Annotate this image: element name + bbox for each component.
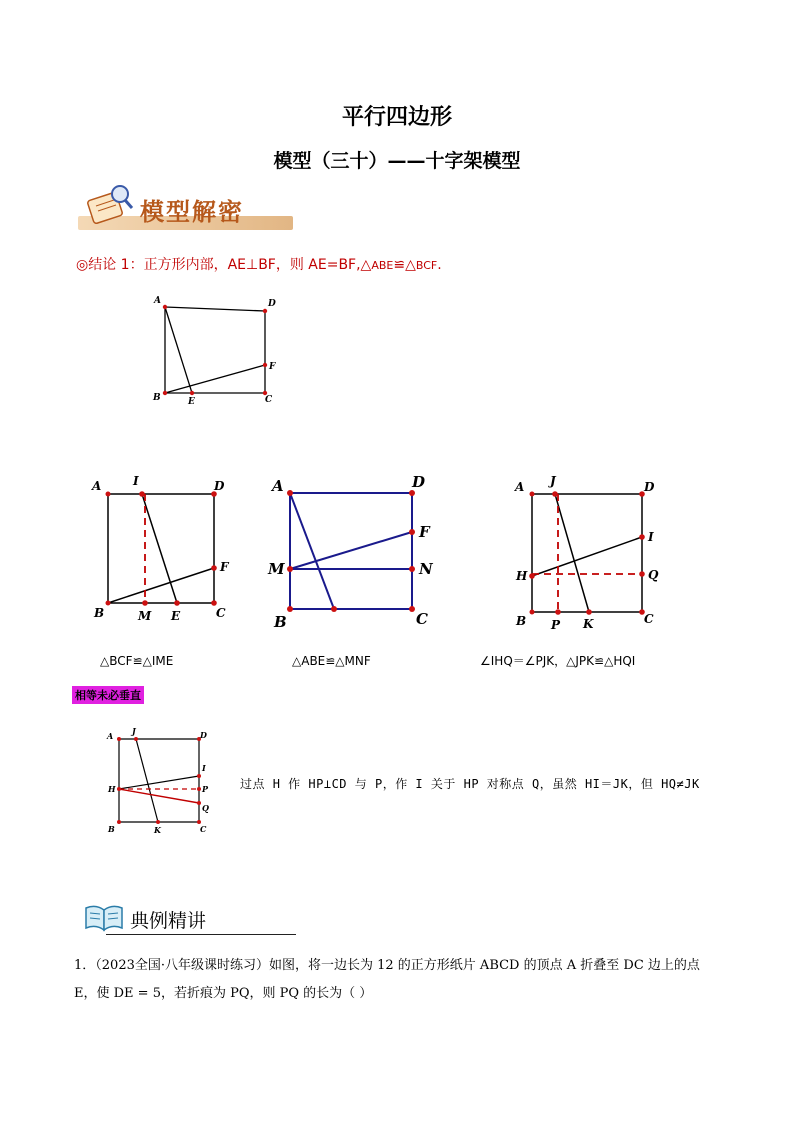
point-a <box>117 737 121 741</box>
point-d <box>263 309 267 313</box>
label-h: H <box>516 569 528 583</box>
caption-fig4: ∠IHQ＝∠PJK，△JPK≌△HQI <box>480 654 636 668</box>
label-n: N <box>419 560 433 578</box>
label-b: B <box>94 606 105 620</box>
square-abcd <box>532 494 642 612</box>
section-label-model: 模型解密 <box>140 197 244 226</box>
point-p <box>555 609 561 615</box>
segment-mf <box>290 532 412 569</box>
label-i: I <box>133 474 139 488</box>
label-c: C <box>416 610 428 628</box>
point-b <box>530 610 535 615</box>
point-p <box>197 787 201 791</box>
label-e: E <box>188 397 195 407</box>
point-f <box>263 363 267 367</box>
conclusion-suffix: . <box>437 257 442 273</box>
point-b <box>287 606 293 612</box>
label-a: A <box>154 296 161 306</box>
label-q: Q <box>648 568 659 582</box>
label-f: F <box>419 523 430 541</box>
segment-ae <box>290 493 334 609</box>
label-d: D <box>268 299 276 309</box>
label-b: B <box>108 824 115 834</box>
problem-line-2: E，使 DE = 5，若折痕为 PQ，则 PQ 的长为（ ） <box>74 986 373 1001</box>
label-q: Q <box>202 803 209 813</box>
conclusion-1 <box>76 254 442 274</box>
point-b <box>117 820 121 824</box>
point-f <box>211 565 217 571</box>
conclusion-mid: ≌△ <box>393 257 416 273</box>
point-k <box>156 820 160 824</box>
point-n <box>409 566 415 572</box>
segment-jk <box>136 739 158 822</box>
square-abcd <box>165 307 265 393</box>
point-m <box>142 600 148 606</box>
figure-square-5 <box>104 726 224 842</box>
point-i <box>197 774 201 778</box>
label-m: M <box>268 560 285 578</box>
segment-bf <box>165 365 265 393</box>
point-h <box>117 787 121 791</box>
section-banner-model <box>78 180 298 230</box>
problem-line-1: 1．（2023全国·八年级课时练习）如图，将一边长为 12 的正方形纸片 ABCD 的顶点 A 折叠至 DC 边上的点 <box>74 958 700 973</box>
label-h: H <box>108 784 116 794</box>
label-d: D <box>200 730 207 740</box>
label-a: A <box>107 731 114 741</box>
label-d: D <box>644 480 655 494</box>
segment-jk <box>555 494 589 612</box>
label-b: B <box>274 613 287 631</box>
conclusion-bcf: BCF <box>415 259 438 272</box>
point-f <box>409 529 415 535</box>
point-a <box>530 492 535 497</box>
figure-square-4 <box>478 470 688 670</box>
label-k: K <box>154 825 161 835</box>
point-k <box>586 609 592 615</box>
segment-hi <box>532 537 642 576</box>
label-a: A <box>272 477 284 495</box>
point-c <box>409 606 415 612</box>
point-i <box>139 491 145 497</box>
caption-fig3: △ABE≌△MNF <box>292 654 371 668</box>
equal-not-perpendicular-tag: 相等未必垂直 <box>72 686 144 704</box>
segment-hq <box>119 789 199 803</box>
square-abcd <box>119 739 199 822</box>
segment-bf <box>108 568 214 603</box>
section-banner-examples <box>76 896 296 940</box>
conclusion-prefix: ◎结论 1：正方形内部，AE⊥BF，则 AE=BF,△ <box>76 257 372 273</box>
label-e: E <box>171 609 181 623</box>
segment-ae <box>165 307 192 393</box>
label-c: C <box>216 606 226 620</box>
label-j: J <box>132 726 136 736</box>
label-b: B <box>153 393 161 403</box>
square-abcd <box>108 494 214 603</box>
label-f: F <box>269 362 276 372</box>
point-b <box>163 391 167 395</box>
label-p: P <box>202 784 209 794</box>
figure-square-2 <box>88 470 248 668</box>
caption-fig2: △BCF≌△IME <box>100 654 174 668</box>
point-c <box>211 600 217 606</box>
label-m: M <box>138 609 152 623</box>
point-i <box>639 534 645 540</box>
point-e <box>174 600 180 606</box>
label-c: C <box>200 824 207 834</box>
label-p: P <box>551 618 561 632</box>
figure-square-3 <box>266 470 446 668</box>
open-book-icon <box>82 898 126 934</box>
page-title: 平行四边形 <box>341 105 452 130</box>
magnifier-notebook-icon <box>86 182 136 224</box>
conclusion-abe: ABE <box>371 259 394 272</box>
point-h <box>529 573 535 579</box>
point-j <box>134 737 138 741</box>
label-a: A <box>515 480 525 494</box>
point-e <box>331 606 337 612</box>
label-i: I <box>648 530 654 544</box>
point-b <box>106 601 111 606</box>
problem-1 <box>74 952 734 1008</box>
point-j <box>552 491 558 497</box>
label-c: C <box>265 395 273 405</box>
label-f: F <box>220 560 229 574</box>
label-c: C <box>644 612 654 626</box>
explanation-note: 过点 H 作 HP⊥CD 与 P，作 I 关于 HP 对称点 Q，虽然 HI＝JK，但 HQ≠JK <box>240 777 700 791</box>
label-j: J <box>550 474 556 488</box>
point-q <box>197 801 201 805</box>
banner-underline <box>106 934 296 935</box>
section-label-examples: 典例精讲 <box>130 910 207 932</box>
page-subtitle: 模型（三十）——十字架模型 <box>273 150 521 172</box>
point-a <box>287 490 293 496</box>
point-a <box>163 305 167 309</box>
label-b: B <box>516 614 527 628</box>
point-m <box>287 566 293 572</box>
label-k: K <box>583 617 594 631</box>
label-a: A <box>92 479 102 493</box>
point-q <box>639 571 645 577</box>
label-i: I <box>202 763 206 773</box>
segment-hi <box>119 776 199 789</box>
figure-square-1 <box>148 292 288 408</box>
label-d: D <box>214 479 225 493</box>
point-a <box>106 492 111 497</box>
point-e <box>190 391 194 395</box>
label-d: D <box>412 473 426 491</box>
